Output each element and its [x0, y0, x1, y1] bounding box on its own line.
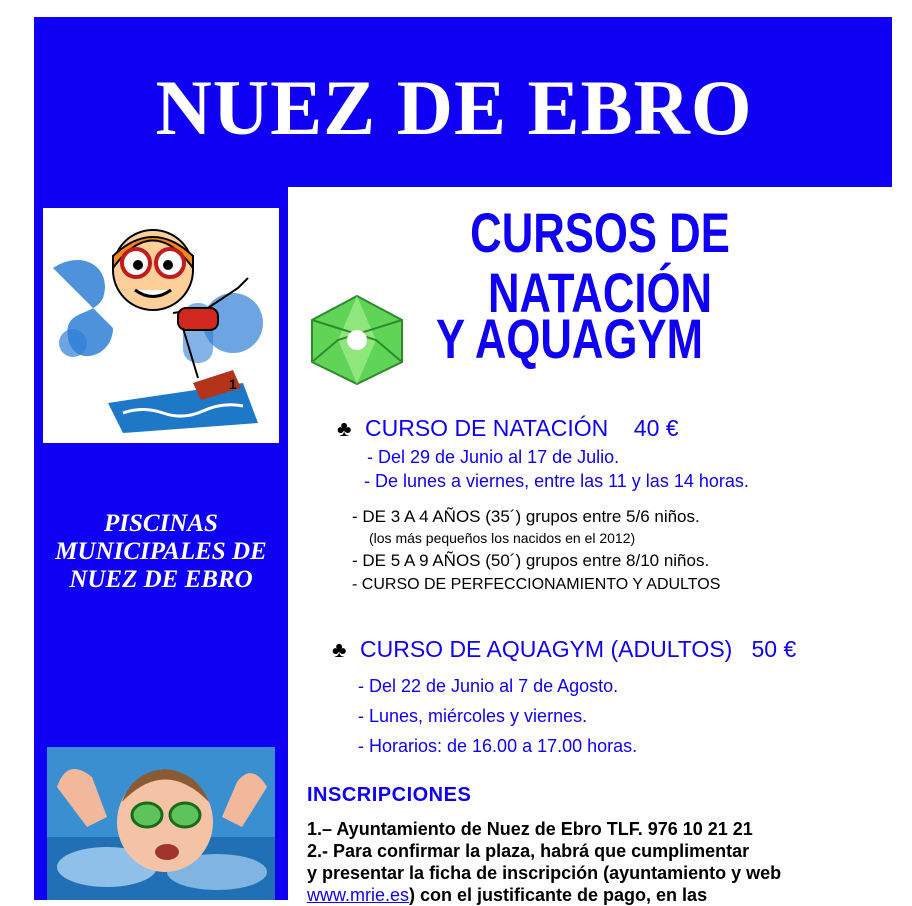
natacion-item: - Del 29 de Junio al 17 de Julio.	[367, 447, 620, 467]
svg-text:1: 1	[229, 376, 237, 392]
inscripciones-body	[307, 818, 781, 906]
page-title: NUEZ DE EBRO	[155, 64, 753, 151]
natacion-price: 40 €	[633, 415, 679, 441]
course-title-aquagym: Y AQUAGYM	[436, 307, 703, 370]
swimming-girl-photo	[47, 747, 275, 900]
swimmer-cartoon-image	[43, 208, 279, 443]
inscripciones-line: 2.- Para confirmar la plaza, habrá que cumplimentar	[307, 841, 750, 861]
natacion-item: - De lunes a viernes, entre las 11 y las 14 horas.	[364, 471, 749, 491]
green-star-icon	[306, 292, 408, 388]
group-note: (los más pequeños los nacidos en el 2012)	[369, 530, 636, 546]
sidebar-pools-text: PISCINAS MUNICIPALES DE NUEZ DE EBRO	[55, 510, 267, 593]
natacion-title: CURSO DE NATACIÓN	[365, 415, 609, 441]
natacion-header	[337, 415, 679, 442]
club-bullet-icon: ♣	[337, 416, 352, 441]
header-banner	[34, 17, 892, 187]
inscripciones-title: INSCRIPCIONES	[307, 784, 472, 806]
inscripciones-line	[307, 884, 781, 906]
inscripciones-line: y presentar la ficha de inscripción (ayuntamiento y web	[307, 863, 782, 883]
course-title: CURSOS DE NATACIÓN	[470, 201, 730, 324]
group-item: - DE 5 A 9 AÑOS (50´) grupos entre 8/10 niños.	[352, 551, 710, 570]
aquagym-item: - Lunes, miércoles y viernes.	[358, 706, 588, 726]
aquagym-header	[332, 636, 796, 663]
website-link[interactable]: www.mrie.es	[307, 885, 410, 905]
aquagym-price: 50 €	[751, 636, 797, 662]
inscripciones-line: 1.– Ayuntamiento de Nuez de Ebro TLF. 976 10 21 21	[307, 819, 753, 839]
aquagym-item: - Horarios: de 16.00 a 17.00 horas.	[358, 736, 638, 756]
club-bullet-icon: ♣	[332, 637, 347, 662]
aquagym-title: CURSO DE AQUAGYM (ADULTOS)	[360, 636, 733, 662]
group-item: - DE 3 A 4 AÑOS (35´) grupos entre 5/6 niños.	[352, 507, 700, 526]
aquagym-item: - Del 22 de Junio al 7 de Agosto.	[358, 676, 619, 696]
inscripciones-line-rest: ) con el justificante de pago, en las	[409, 885, 708, 905]
group-item: - CURSO DE PERFECCIONAMIENTO Y ADULTOS	[352, 576, 721, 593]
